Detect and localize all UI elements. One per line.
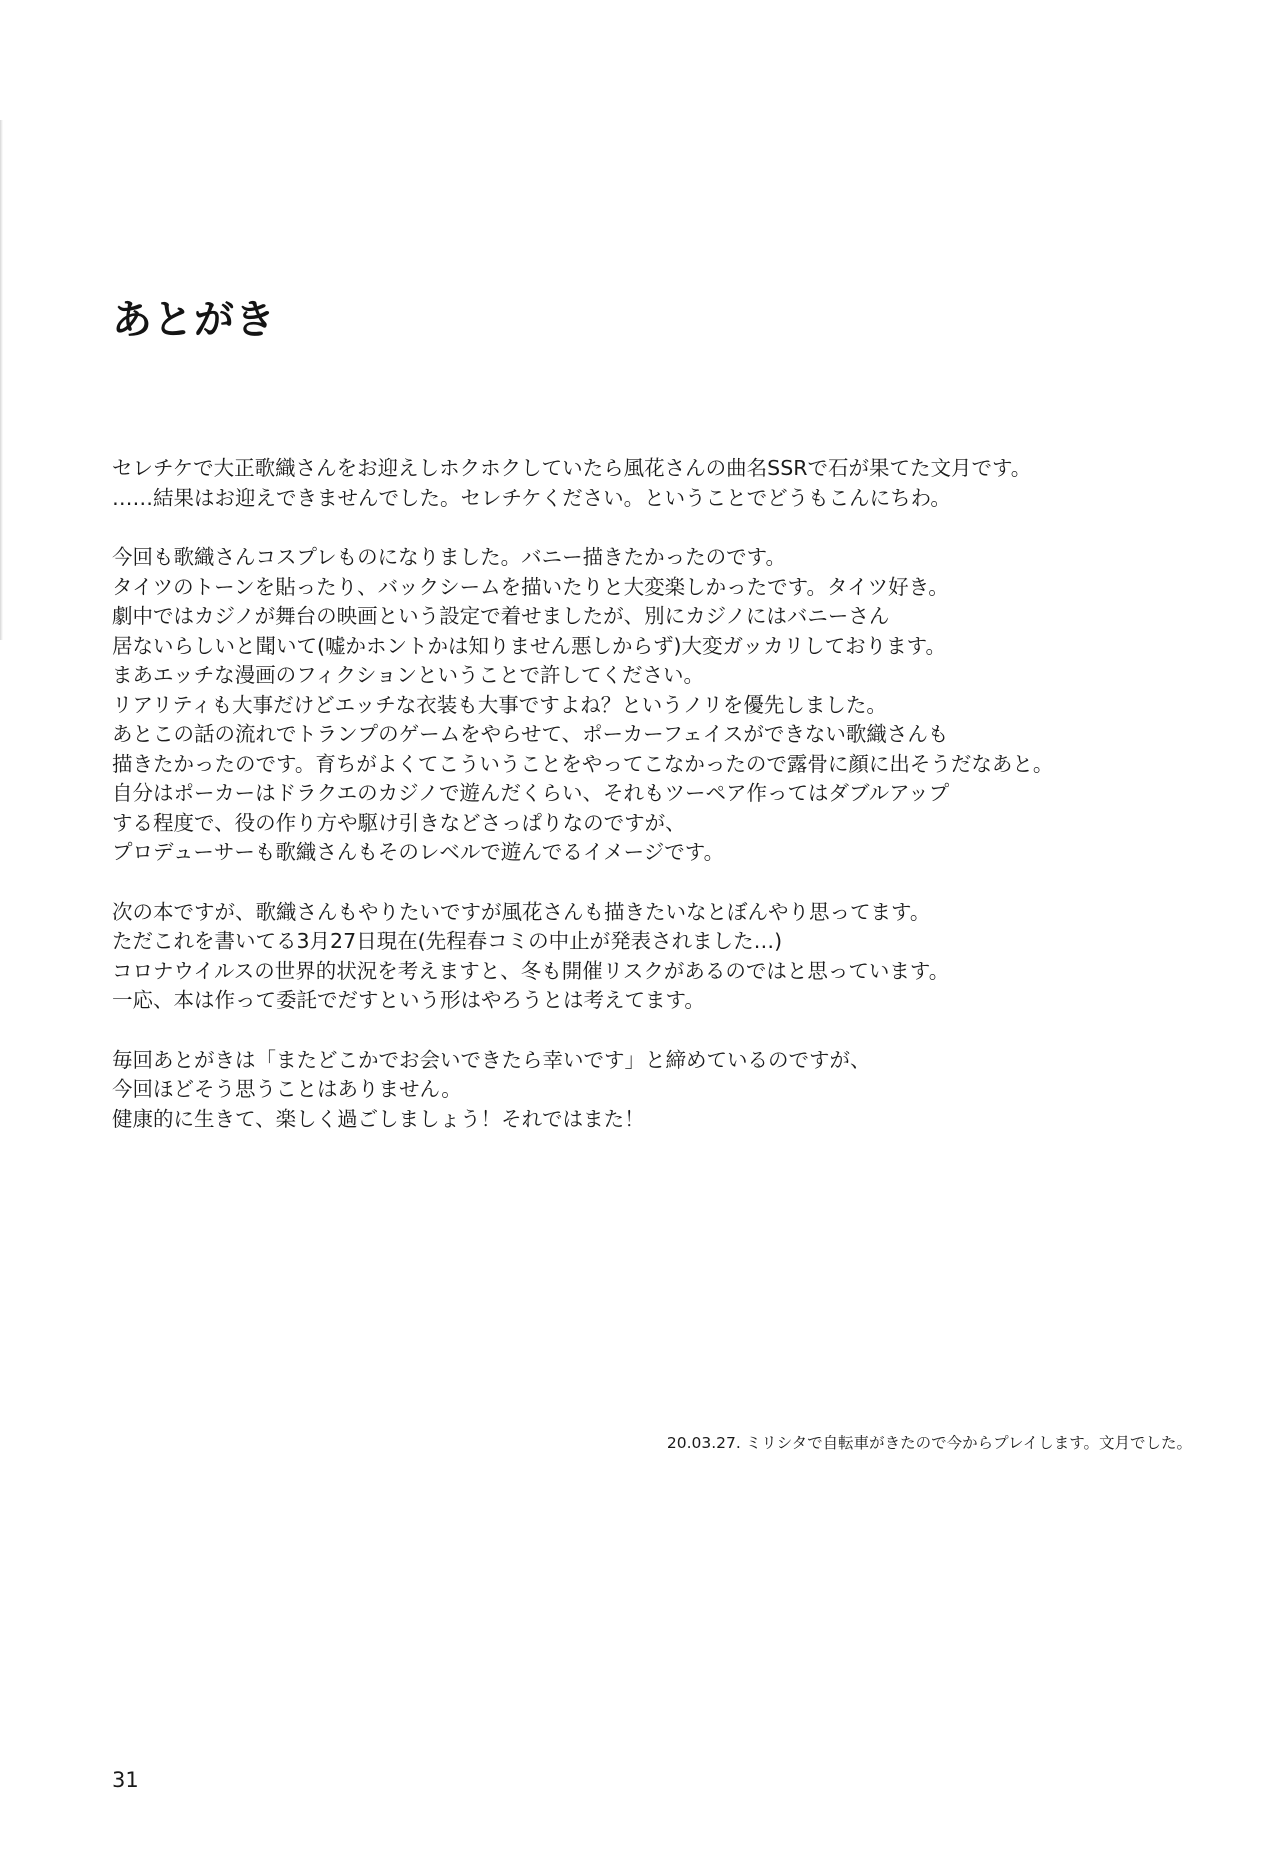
text-line: 描きたかったのです。育ちがよくてこういうことをやってこなかったので露骨に顔に出そうだなあと。 [112, 751, 1054, 776]
text-line: 自分はポーカーはドラクエのカジノで遊んだくらい、それもツーペア作ってはダブルアップ [112, 781, 950, 805]
paragraph-cosplay [112, 543, 1212, 868]
text-line: タイツのトーンを貼ったり、バックシームを描いたりと大変楽しかったです。タイツ好き。 [112, 574, 949, 599]
text-line: 今回も歌織さんコスプレものになりました。バニー描きたかったのです。 [112, 545, 787, 569]
page-title: あとがき [112, 297, 276, 343]
text-line: 毎回あとがきは「またどこかでお会いできたら幸いです」と締めているのですが、 [112, 1047, 871, 1072]
text-line: 健康的に生きて、楽しく過ごしましょう！それではまた！ [112, 1106, 645, 1131]
text-line: あとこの話の流れでトランプのゲームをやらせて、ポーカーフェイスができない歌織さんも [112, 722, 949, 746]
paragraph-next-book [112, 898, 1212, 1016]
text-line: まあエッチな漫画のフィクションということで許してください。 [112, 663, 705, 687]
page-edge-shadow [0, 120, 3, 640]
text-line: 今回ほどそう思うことはありません。 [112, 1077, 462, 1101]
text-line: ……結果はお迎えできませんでした。セレチケください。ということでどうもこんにちわ。 [112, 485, 951, 510]
text-line: 劇中ではカジノが舞台の映画という設定で着せましたが、別にカジノにはバニーさん [112, 604, 890, 628]
dated-signature-note: 20.03.27. ミリシタで自転車がきたので今からプレイします。文月でした。 [666, 1434, 1192, 1452]
text-line: セレチケで大正歌織さんをお迎えしホクホクしていたら風花さんの曲名SSRで石が果てた文月です。 [112, 456, 1032, 480]
paragraph-intro [112, 454, 1212, 513]
text-line: プロデューサーも歌織さんもそのレベルで遊んでるイメージです。 [112, 840, 725, 864]
text-line: 居ないらしいと聞いて(嘘かホントかは知りません悪しからず)大変ガッカリしております。 [112, 633, 946, 658]
text-line: ただこれを書いてる3月27日現在(先程春コミの中止が発表されました…) [112, 929, 783, 953]
text-line: リアリティも大事だけどエッチな衣装も大事ですよね？というノリを優先しました。 [112, 692, 887, 717]
text-line: コロナウイルスの世界的状況を考えますと、冬も開催リスクがあるのではと思っています。 [112, 958, 950, 983]
text-line: する程度で、役の作り方や駆け引きなどさっぱりなのですが、 [112, 810, 686, 835]
text-line: 一応、本は作って委託でだすという形はやろうとは考えてます。 [112, 988, 705, 1012]
afterword-body [112, 454, 1212, 1164]
page-number: 31 [112, 1768, 139, 1792]
paragraph-closing [112, 1046, 1212, 1135]
text-line: 次の本ですが、歌織さんもやりたいですが風花さんも描きたいなとぼんやり思ってます。 [112, 899, 931, 924]
